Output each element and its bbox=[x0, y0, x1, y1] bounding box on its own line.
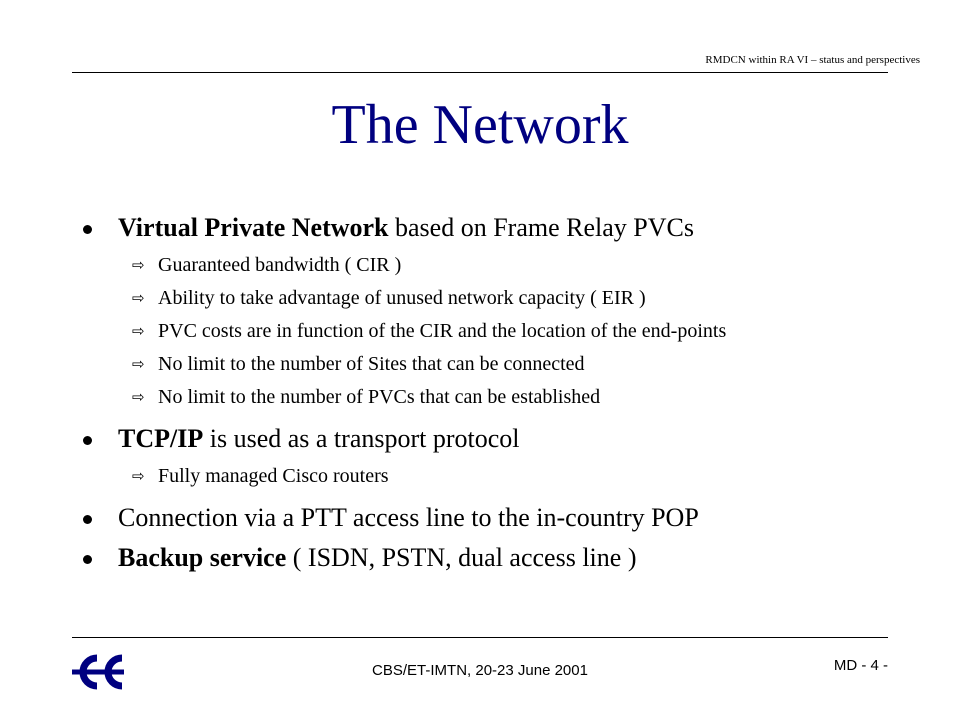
sub-bullet-text: Ability to take advantage of unused network capacity ( EIR ) bbox=[158, 287, 646, 309]
sub-bullet bbox=[80, 352, 880, 376]
bullet-bold: Virtual Private Network bbox=[118, 213, 389, 242]
sub-bullet-text: PVC costs are in function of the CIR and the location of the end-points bbox=[158, 320, 727, 342]
bullet-text: based on Frame Relay PVCs bbox=[388, 213, 694, 242]
bullet-backup bbox=[80, 542, 880, 574]
footer-page-number: MD - 4 - bbox=[833, 657, 888, 674]
bullet-text: is used as a transport protocol bbox=[203, 424, 520, 453]
bullet-bold: Backup service bbox=[118, 543, 287, 572]
sub-bullet-text: Guaranteed bandwidth ( CIR ) bbox=[158, 254, 402, 276]
sub-bullet-text: No limit to the number of Sites that can be connected bbox=[158, 353, 585, 375]
slide-title: The Network bbox=[331, 94, 629, 156]
arrow-right-icon: ⇨ bbox=[132, 256, 145, 274]
sub-bullet-text: Fully managed Cisco routers bbox=[158, 465, 389, 487]
bullet-dot-icon bbox=[83, 225, 92, 234]
sub-bullet bbox=[80, 286, 880, 310]
bottom-rule bbox=[72, 637, 888, 638]
arrow-right-icon: ⇨ bbox=[132, 467, 145, 485]
sub-bullet bbox=[80, 253, 880, 277]
bullet-text: Connection via a PTT access line to the in-country POP bbox=[118, 503, 699, 532]
footer-center: CBS/ET-IMTN, 20-23 June 2001 bbox=[372, 662, 588, 679]
arrow-right-icon: ⇨ bbox=[132, 355, 145, 373]
sub-bullet bbox=[80, 319, 880, 343]
bullet-dot-icon bbox=[83, 515, 92, 524]
arrow-right-icon: ⇨ bbox=[132, 388, 145, 406]
arrow-right-icon: ⇨ bbox=[132, 289, 145, 307]
bullet-vpn bbox=[80, 212, 880, 244]
sub-bullet bbox=[80, 385, 880, 409]
arrow-right-icon: ⇨ bbox=[132, 322, 145, 340]
bullet-connection bbox=[80, 502, 880, 534]
top-rule bbox=[72, 72, 888, 73]
header-text: RMDCN within RA VI – status and perspectives bbox=[705, 54, 920, 66]
bullet-dot-icon bbox=[83, 436, 92, 445]
bullet-tcpip bbox=[80, 423, 880, 455]
slide-content bbox=[80, 212, 880, 574]
sub-bullet bbox=[80, 464, 880, 488]
bullet-dot-icon bbox=[83, 555, 92, 564]
sub-bullet-text: No limit to the number of PVCs that can be established bbox=[158, 386, 601, 408]
bullet-bold: TCP/IP bbox=[118, 424, 204, 453]
bullet-text: ( ISDN, PSTN, dual access line ) bbox=[286, 543, 637, 572]
